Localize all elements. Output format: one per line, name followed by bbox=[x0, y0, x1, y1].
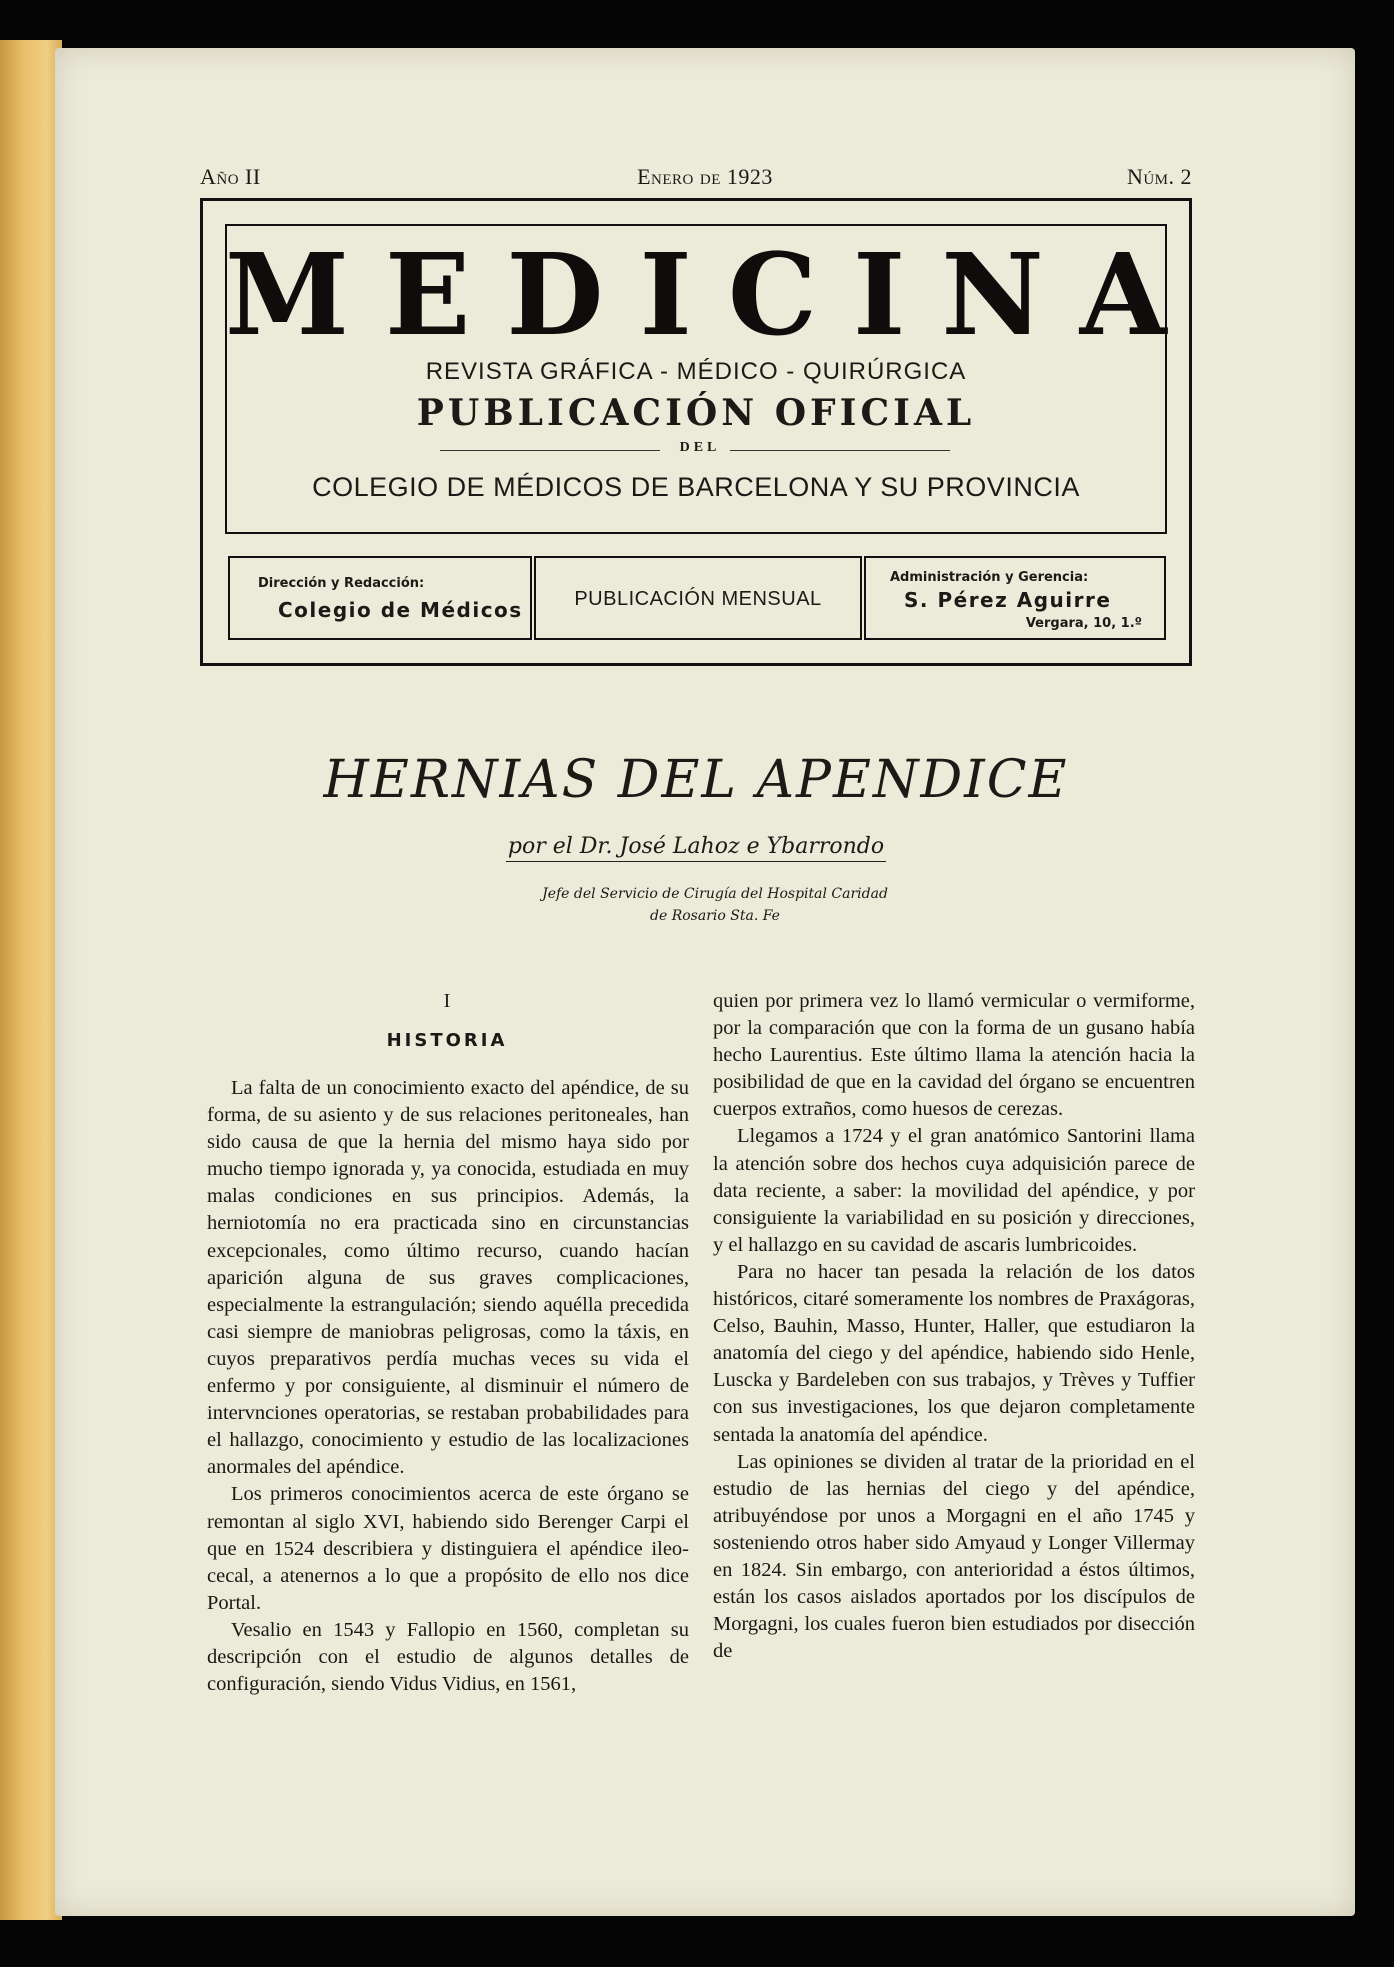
right-column bbox=[713, 988, 1195, 1665]
left-column bbox=[207, 1075, 689, 1698]
issue-date: Enero de 1923 bbox=[637, 164, 773, 189]
admin-box bbox=[864, 556, 1166, 640]
paragraph: Las opiniones se dividen al tratar de la prioridad en el estudio de las hernias del ciego y del apéndice, atribuyéndose por unos a Morgagni en el año 1745 y sosteniendo otros haber sido Amyaud y Longer Villermay en 1824. Sin embargo, con anterioridad a éstos últimos, están los casos aislados aportados por los discípulos de Morgagni, los cuales fueron bien estudiados por disección de bbox=[713, 1450, 1195, 1663]
paragraph: La falta de un conocimiento exacto del apéndice, de su forma, de su asiento y de sus relaciones peritoneales, han sido causa de que la hernia del mismo haya sido por mucho tiempo ignorada y, ya conocida, estudiada en muy malas condiciones en sus principios. Además, la herniotomía no era practicada sino en circunstancias excepcionales, como último recurso, cuando hacían aparición alguna de sus graves complicaciones, especialmente la estrangulación; siendo aquélla precedida casi siempre de maniobras peligrosas, como la táxis, en cuyos preparativos perdía muchas veces su vida el enfermo y por consiguiente, al disminuir el número de intervnciones operatorias, se restaban probabilidades para el hallazgo, conocimiento y estudio de las localizaciones anormales del apéndice. bbox=[207, 1077, 689, 1479]
del-divider bbox=[440, 440, 960, 460]
paragraph: quien por primera vez lo llamó vermicular o vermiforme, por la comparación que con la forma de un gusano había hecho Laurentius. Este último llama la atención hacia la posibilidad de que en la cavidad del órgano se encuentren cuerpos extraños, como huesos de cerezas. bbox=[713, 990, 1195, 1121]
official-publication: PUBLICACIÓN OFICIAL bbox=[416, 392, 976, 434]
college-name: COLEGIO DE MÉDICOS DE BARCELONA Y SU PROVINCIA bbox=[312, 472, 1080, 502]
direccion-label: Dirección y Redacción: bbox=[258, 576, 425, 591]
direccion-value: Colegio de Médicos bbox=[278, 598, 523, 622]
paragraph: Los primeros conocimientos acerca de este órgano se remontan al siglo XVI, habiendo sido Berenger Carpi el que en 1524 describiera y distinguiera el apéndice ileo-cecal, a atenernos a lo que a propósito de ello nos dice Portal. bbox=[207, 1483, 689, 1614]
article-title: HERNIAS DEL APENDICE bbox=[323, 750, 1069, 810]
issue-year: Año II bbox=[200, 164, 261, 189]
article-author bbox=[225, 834, 1167, 859]
issue-number: Núm. 2 bbox=[1126, 164, 1192, 189]
affiliation-line-1: Jefe del Servicio de Cirugía del Hospital Caridad bbox=[542, 886, 888, 902]
admin-label: Administración y Gerencia: bbox=[890, 570, 1089, 585]
paragraph: Para no hacer tan pesada la relación de los datos históricos, citaré someramente los nombres de Praxágoras, Celso, Bauhin, Masso, Hunter, Haller, que estudiaron la anatomía del ciego y del apéndice, habiendo sido Henle, Luscka y Bardeleben con sus trabajos, y Trèves y Tuffier con sus investigaciones, los que dejaron completamente sentada la anatomía del apéndice. bbox=[713, 1260, 1195, 1446]
section-title: HISTORIA bbox=[386, 1030, 508, 1051]
section-number: I bbox=[443, 990, 451, 1012]
binding-spine bbox=[0, 40, 62, 1920]
frequency-box bbox=[534, 556, 862, 640]
direccion-box bbox=[228, 556, 532, 640]
journal-title: MEDICINA bbox=[225, 230, 1203, 361]
del-label: DEL bbox=[679, 440, 721, 455]
admin-name: S. Pérez Aguirre bbox=[904, 588, 1112, 612]
paragraph: Vesalio en 1543 y Fallopio en 1560, completan su descripción con el estudio de algunos detalles de configuración, siendo Vidus Vidius, en 1561, bbox=[207, 1618, 689, 1696]
admin-address: Vergara, 10, 1.º bbox=[1025, 616, 1142, 631]
journal-subtitle: REVISTA GRÁFICA - MÉDICO - QUIRÚRGICA bbox=[425, 358, 967, 385]
paragraph: Llegamos a 1724 y el gran anatómico Santorini llama la atención sobre dos hechos cuya adquisición parece de data reciente, a saber: la movilidad del apéndice, y por consiguiente la variabilidad en su posición y direcciones, y el hallazgo en su cavidad de ascaris lumbricoides. bbox=[713, 1125, 1195, 1256]
publication-frequency: PUBLICACIÓN MENSUAL bbox=[574, 588, 822, 610]
author-name: por el Dr. José Lahoz e Ybarrondo bbox=[506, 834, 886, 862]
affiliation-line-2: de Rosario Sta. Fe bbox=[650, 908, 780, 924]
